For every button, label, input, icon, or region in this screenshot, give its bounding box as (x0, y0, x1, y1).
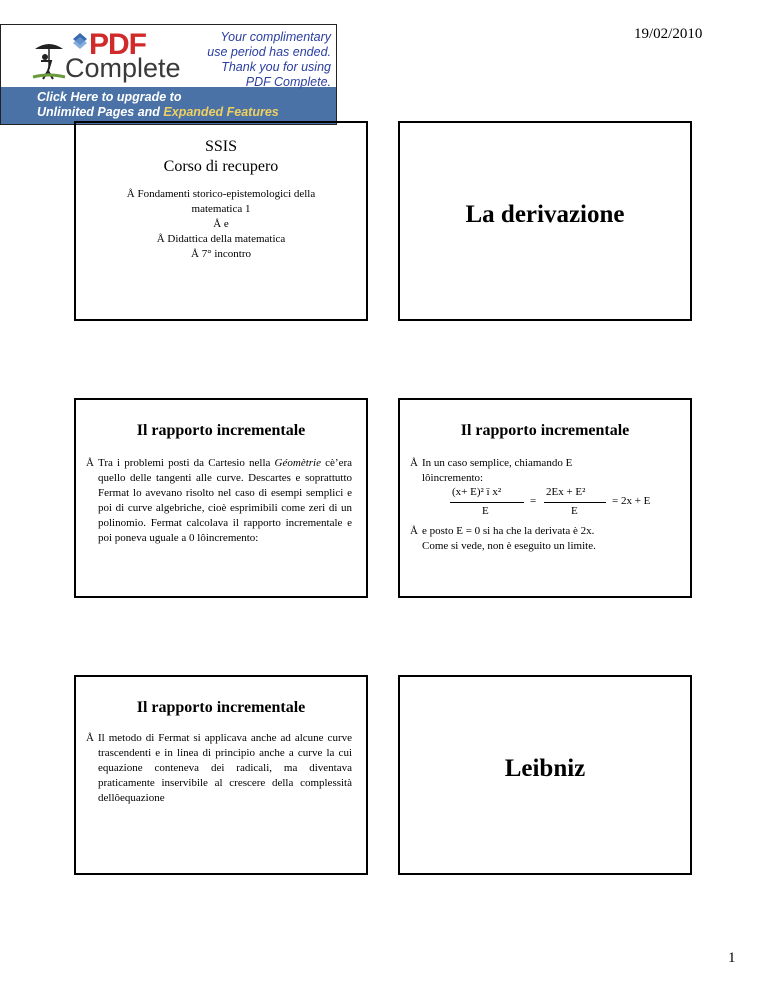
slide-4: Il rapporto incrementale Å In un caso semplice, chiamando E lôincremento: (x+ E)² ï x² E = 2Ex + E² E = 2x + E Å e posto E = 0 si ha che la derivata è 2x. Come si vede, non è eseguito un limite. (398, 398, 692, 598)
slide2-title: La derivazione (465, 201, 625, 228)
umbrella-man-icon (31, 39, 67, 81)
slide1-item3: Didattica della matematica (167, 233, 286, 245)
complete-logo-text: Complete (65, 53, 181, 83)
slide6-title: Leibniz (504, 755, 586, 782)
slide1-item4: 7° incontro (201, 248, 251, 260)
slide-1: SSIS Corso di recupero Å Fondamenti storico-epistemologici della matematica 1 Å e Å Didattica della matematica Å 7° incontro (74, 121, 368, 321)
header-date: 19/02/2010 (634, 26, 703, 42)
slide1-title-line2: Corso di recupero (163, 158, 279, 175)
slide4-body: Å In un caso semplice, chiamando E lôincremento: (410, 457, 573, 484)
upgrade-link[interactable]: Click Here to upgrade to Unlimited Pages and Expanded Features (37, 90, 279, 119)
slide5-body: Å Il metodo di Fermat si applicava anche ad alcune curve trascendenti e in linea di principio anche a curve la cui equazione conteneva dei radicali, ma diventava praticamente inservibile al crescere della complessità dellôequazione (86, 732, 352, 804)
slide3-body: Å Tra i problemi posti da Cartesio nella Géomètrie cè’era quello delle tangenti alle curve. Descartes e soprattutto Fermat lo avevano risolto nel caso di esempi semplici e poi di curve algebriche, cioè esprimibili come zeri di un polinomio. Fermat calcolava il rapporto incrementale e poi poneva uguale a 0 lôincremento: (86, 457, 352, 544)
pdf-logo-text: PDF (89, 28, 146, 61)
slide-5 (74, 675, 368, 875)
slide1-title-line1: SSIS (204, 138, 238, 155)
pdf-arrow-icon (73, 33, 87, 49)
slide1-item1: Fondamenti storico-epistemologici della (137, 188, 316, 200)
banner-message: Your complimentary use period has ended. Thank you for using PDF Complete. (207, 30, 331, 89)
page-number: 1 (728, 950, 736, 966)
slide3-title: Il rapporto incrementale (136, 422, 306, 439)
slide-3 (74, 398, 368, 598)
upgrade-banner[interactable] (0, 24, 337, 125)
slide-6 (398, 675, 692, 875)
slide1-item2: e (223, 218, 229, 230)
slide5-title: Il rapporto incrementale (136, 699, 306, 716)
slide4-title: Il rapporto incrementale (460, 422, 630, 439)
slide-2 (398, 121, 692, 321)
